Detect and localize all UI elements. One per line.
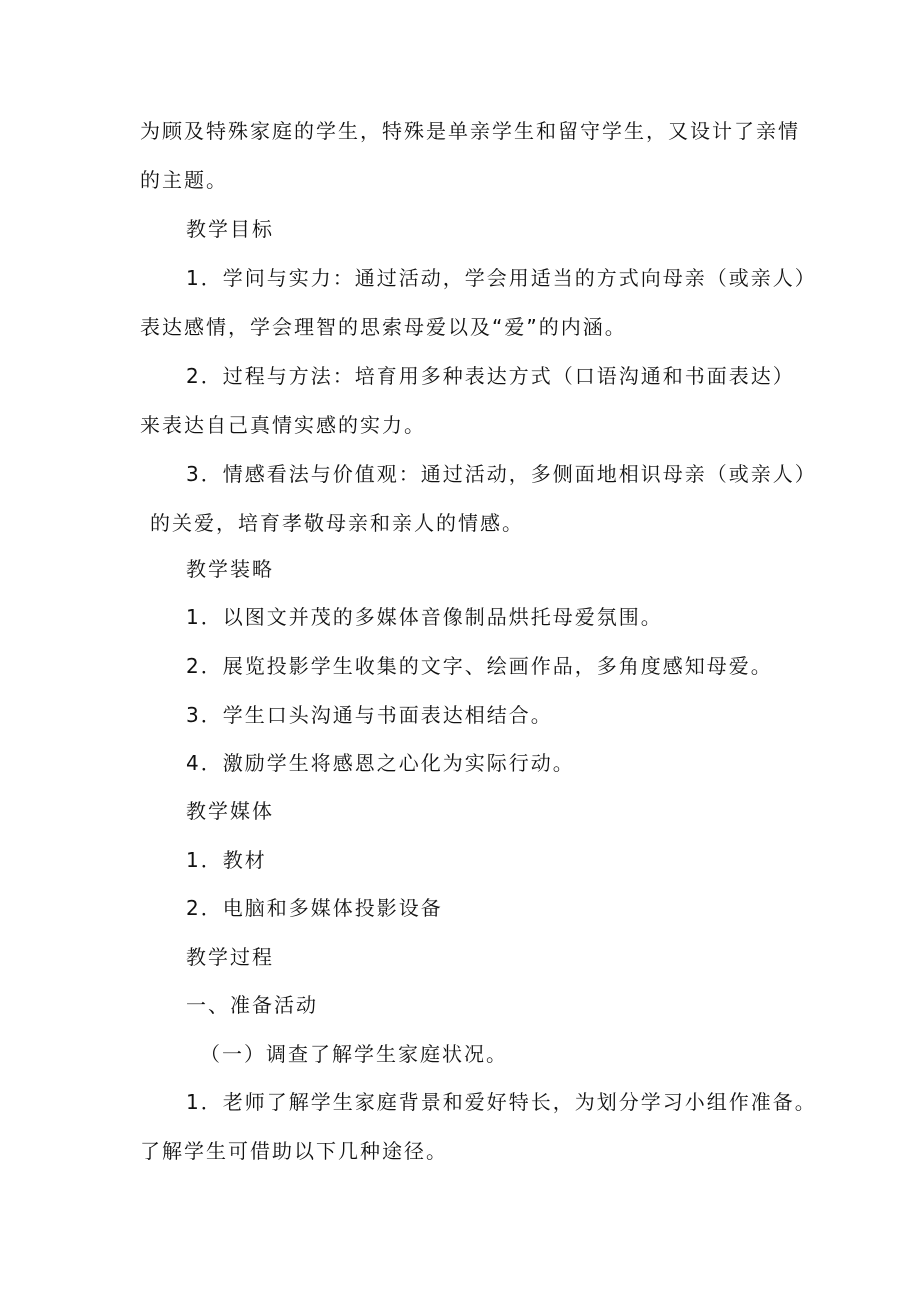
list-item: 1．学问与实力：通过活动，学会用适当的方式向母亲（或亲人） — [186, 266, 817, 290]
section-heading: 教学过程 — [186, 945, 274, 969]
list-item: 1．以图文并茂的多媒体音像制品烘托母爱氛围。 — [186, 605, 663, 629]
list-item: 3．学生口头沟通与书面表达相结合。 — [186, 703, 553, 727]
section-heading: 教学装略 — [186, 557, 274, 581]
list-item: 4．激励学生将感恩之心化为实际行动。 — [186, 751, 575, 775]
list-item: 3．情感看法与价值观：通过活动，多侧面地相识母亲（或亲人） — [186, 462, 817, 486]
text-line: 的关爱，培育孝敬母亲和亲人的情感。 — [150, 511, 524, 535]
section-heading: 教学目标 — [186, 217, 274, 241]
list-item: 1．教材 — [186, 848, 267, 872]
text-line: 了解学生可借助以下几种途径。 — [140, 1139, 448, 1163]
list-item: 1．老师了解学生家庭背景和爱好特长，为划分学习小组作准备。 — [186, 1090, 817, 1114]
text-line: 表达感情，学会理智的思索母爱以及“爱”的内涵。 — [140, 315, 627, 339]
list-item: 2．电脑和多媒体投影设备 — [186, 896, 443, 920]
subsection-heading: （一）调查了解学生家庭状况。 — [200, 1042, 508, 1066]
list-item: 2．展览投影学生收集的文字、绘画作品，多角度感知母爱。 — [186, 654, 773, 678]
text-line: 来表达自己真情实感的实力。 — [140, 413, 426, 437]
text-line: 的主题。 — [140, 168, 228, 192]
list-item: 2．过程与方法：培育用多种表达方式（口语沟通和书面表达） — [186, 364, 795, 388]
text-line: 为顾及特殊家庭的学生，特殊是单亲学生和留守学生，又设计了亲情 — [140, 119, 800, 143]
section-heading: 教学媒体 — [186, 799, 274, 823]
section-heading: 一、准备活动 — [186, 993, 318, 1017]
